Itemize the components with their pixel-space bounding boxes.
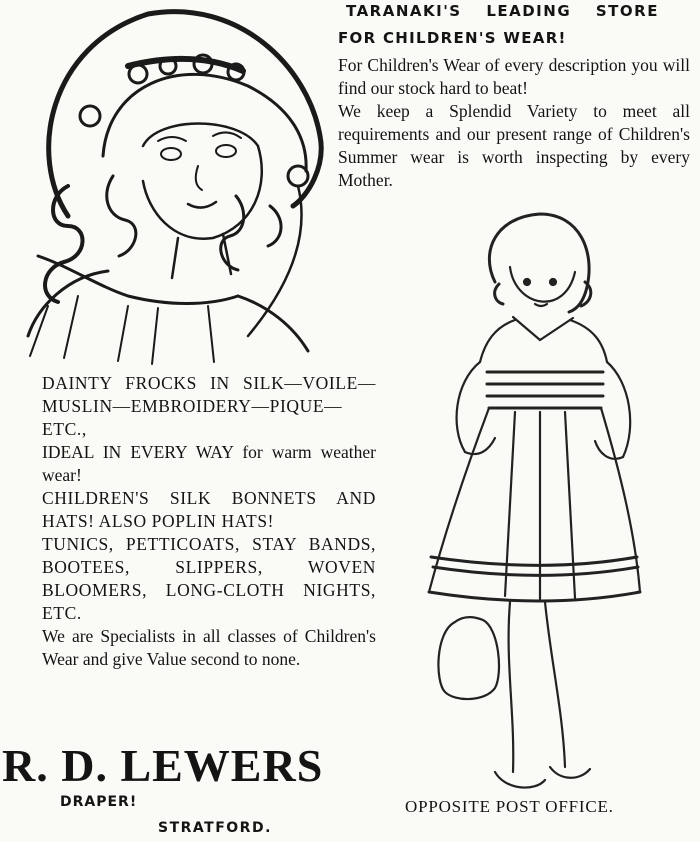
offering-item: We are Specialists in all classes of Children's Wear and give Value second to none. bbox=[42, 626, 376, 669]
offerings-list bbox=[42, 372, 376, 671]
store-trade: DRAPER! bbox=[60, 794, 138, 810]
offering-item: DAINTY FROCKS IN SILK—VOILE—MUSLIN—EMBROIDERY—PIQUE—ETC., bbox=[42, 373, 376, 439]
bonnet-girl-illustration bbox=[8, 6, 328, 368]
intro-copy bbox=[338, 54, 690, 192]
store-town: STRATFORD. bbox=[158, 820, 272, 836]
child-frock-illustration bbox=[425, 212, 665, 797]
store-location: OPPOSITE POST OFFICE. bbox=[405, 797, 614, 816]
store-name: R. D. LEWERS bbox=[2, 740, 324, 791]
headline-line1: TARANAKI'S LEADING STORE bbox=[346, 2, 659, 20]
offering-item: IDEAL IN EVERY WAY for warm weather wear! bbox=[42, 442, 376, 485]
offering-item: TUNICS, PETTICOATS, STAY BANDS, BOOTEES, SLIPPERS, WOVEN BLOOMERS, LONG-CLOTH NIGHTS, ETC. bbox=[42, 534, 376, 623]
offering-item: CHILDREN'S SILK BONNETS AND HATS! ALSO POPLIN HATS! bbox=[42, 488, 376, 531]
headline-line2: FOR CHILDREN'S WEAR! bbox=[338, 29, 567, 47]
intro-paragraph: We keep a Splendid Variety to meet all requirements and our present range of Children's Summer wear is worth inspecting by every Mother. bbox=[338, 101, 690, 190]
intro-paragraph: For Children's Wear of every description you will find our stock hard to beat! bbox=[338, 55, 690, 98]
